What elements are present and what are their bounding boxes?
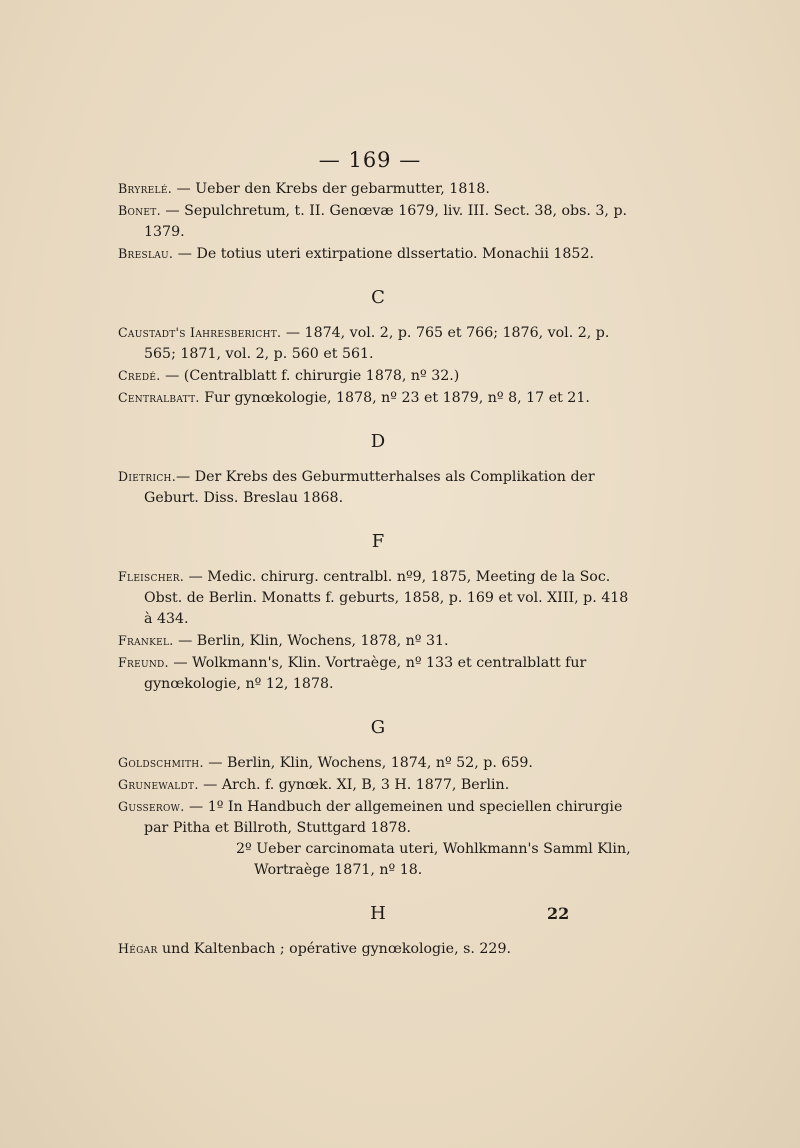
bib-entry [118, 630, 638, 652]
signature-mark: 22 [547, 904, 570, 923]
entry-subitem: 2º Ueber carcinomata uteri, Wohlkmann's Samml Klin, Wortraège 1871, nº 18. [236, 841, 631, 878]
entry-text: und Kaltenbach ; opérative gynœkologie, s. 229. [157, 941, 511, 957]
author-name: Grunewaldt. [118, 777, 199, 792]
entry-text: — Berlin, Klin, Wochens, 1874, nº 52, p. 659. [203, 755, 533, 771]
author-name: Dietrich. [118, 469, 176, 484]
bib-entry [118, 322, 638, 365]
author-name: Breslau. [118, 246, 174, 261]
entry-text: Fur gynœkologie, 1878, nº 23 et 1879, nº 8, 17 et 21. [199, 390, 590, 406]
author-name: Bonet. [118, 203, 161, 218]
bib-entry [118, 466, 638, 509]
author-name: Frankel. [118, 633, 174, 648]
bib-entry [118, 243, 638, 265]
bib-entry [118, 178, 638, 200]
author-name: Credé. [118, 368, 161, 383]
author-name: Fleischer. [118, 569, 185, 584]
section-letter: F [371, 531, 385, 552]
author-name: Hégar [118, 941, 158, 956]
author-name: Goldschmith. [118, 755, 204, 770]
bib-entry [118, 566, 638, 630]
entry-text: — Sepulchretum, t. II. Genœvæ 1679, liv. III. Sect. 38, obs. 3, p. 1379. [144, 203, 628, 240]
entry-text: — Medic. chirurg. centralbl. nº9, 1875, Meeting de la Soc. Obst. de Berlin. Monatts f. geburts, 1858, p. 169 et vol. XIII, p. 418 à 434. [144, 569, 629, 627]
author-name: Freund. [118, 655, 169, 670]
entry-text: — Wolkmann's, Klin. Vortraège, nº 133 et centralblatt fur gynœkologie, nº 12, 1878. [144, 655, 587, 692]
bib-entry [118, 200, 638, 243]
bib-entry [118, 652, 638, 695]
entry-text: — (Centralblatt f. chirurgie 1878, nº 32.) [160, 368, 460, 384]
bib-entry [118, 774, 638, 796]
entry-text: — De totius uteri extirpatione dlssertatio. Monachii 1852. [173, 246, 594, 262]
section-letter: D [370, 431, 386, 452]
author-name: Bryrelé. [118, 181, 172, 196]
section-letter: H [370, 903, 386, 924]
entry-text: — Berlin, Klin, Wochens, 1878, nº 31. [173, 633, 449, 649]
author-name: Gusserow. [118, 799, 185, 814]
entry-text: — Arch. f. gynœk. XI, B, 3 H. 1877, Berlin. [198, 777, 510, 793]
bib-entry [118, 938, 638, 960]
bibliography [118, 178, 638, 960]
author-name: Centralbatt. [118, 390, 200, 405]
section-letter: C [371, 287, 385, 308]
entry-text: — 1874, vol. 2, p. 765 et 766; 1876, vol. 2, p. 565; 1871, vol. 2, p. 560 et 561. [144, 325, 610, 362]
bib-entry [118, 752, 638, 774]
bib-entry [118, 796, 638, 881]
page-number: — 169 — [318, 148, 422, 172]
entry-text: — 1º In Handbuch der allgemeinen und speciellen chirurgie par Pitha et Billroth, Stuttgard 1878. [144, 799, 623, 836]
entry-text: — Der Krebs des Geburmutterhalses als Complikation der Geburt. Diss. Breslau 1868. [144, 469, 595, 506]
bib-entry [118, 387, 638, 409]
author-name: Caustadt's Iahresbericht. [118, 325, 282, 340]
bib-entry [118, 365, 638, 387]
section-letter: G [370, 717, 386, 738]
entry-text: — Ueber den Krebs der gebarmutter, 1818. [172, 181, 490, 197]
